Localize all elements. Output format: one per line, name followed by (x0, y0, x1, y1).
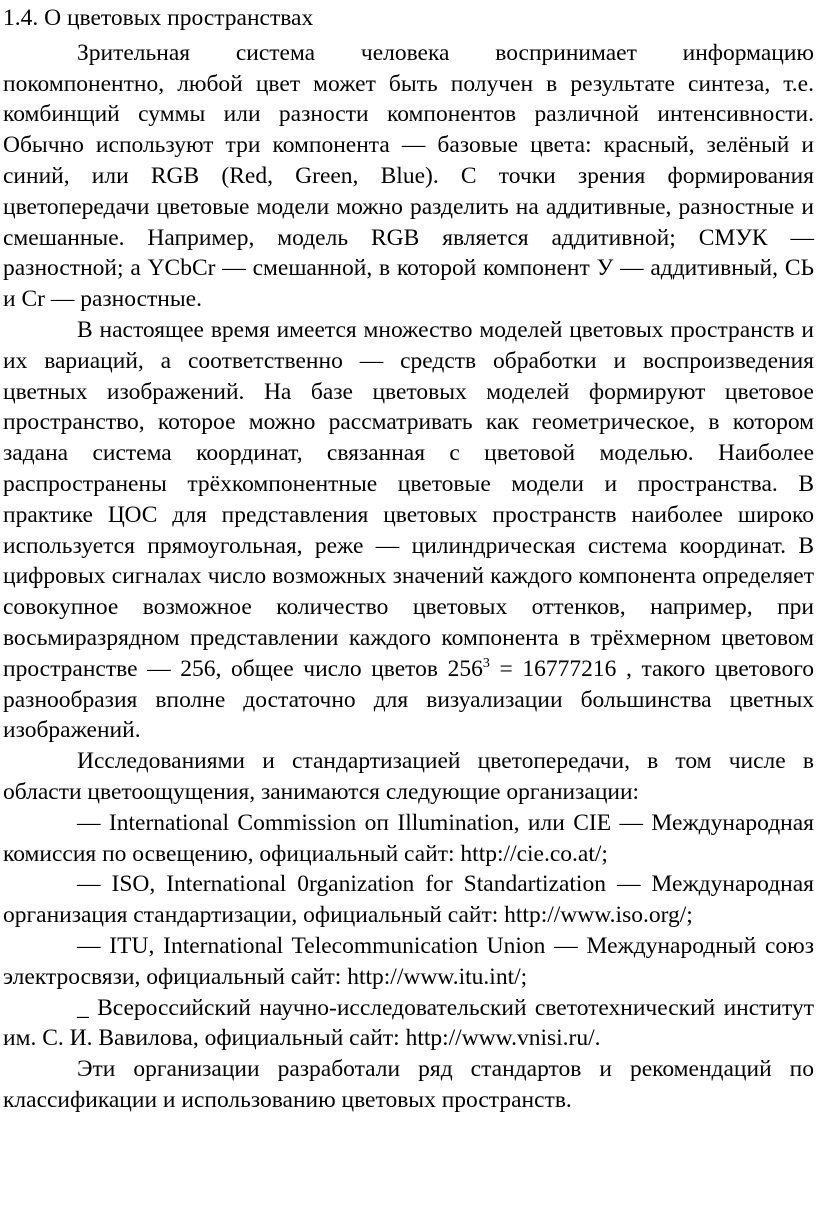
section-heading: 1.4. О цветовых пространствах (3, 5, 314, 31)
paragraph-standards: Эти организации разработали ряд стандартов и рекомендаций по классификации и использованию цветовых пространств. (3, 1056, 814, 1113)
paragraph-human-vision: Зрительная система человека воспринимает информацию покомпонентно, любой цвет может быть получен в результате синтеза, т.е. комбинщий суммы или разности компонентов различной интенсивности. Обычно используют три компонента — базовые цвета: красный, зелёный и синий, или RGB (Red, Green, Blue). С точки зрения формирования цветопередачи цветовые модели можно разделить на аддитивные, разностные и смешанные. Например, модель RGB является аддитивной; СМУК — разностной; а YCbCr — смешанной, в которой компонент У — аддитивный, СЬ и Cr — разностные. (3, 39, 814, 313)
list-item-vnisi: _ Всероссийский научно-исследовательский светотехнический институт им. С. И. Вавилова, официальный сайт: http://www.vnisi.ru/. (3, 994, 814, 1052)
paragraph-color-spaces (3, 315, 814, 746)
paragraph-color-spaces-start: В настоящее время имеется множество моделей цветовых пространств и их вариаций, а соответственно — средств обработки и воспроизведения цветных изображений. На базе цветовых моделей формируют цветовое пространство, которое можно рассматривать как геометрическое, в котором задана система координат, связанная с цветовой моделью. Наиболее распространены трёхкомпонентные цветовые модели и пространства. В практике ЦОС для представления цветовых пространств наиболее широко используется прямоугольная, реже — цилиндрическая система координат. В цифровых сигналах число возможных значений каждого компонента определяет совокупное возможное количество цветовых оттенков, например, при восьмиразрядном представлении каждого компонента в трёхмерном цветовом пространстве — 256, общее число цветов 256 (3, 316, 814, 682)
paragraph-color-spaces-end: = 16777216 , такого цветового разнообразия вполне достаточно для визуализации большинства цветных изображений. (3, 655, 815, 744)
list-item-itu: — ITU, International Telecommunication Union — Международный союз электросвязи, официальный сайт: http://www.itu.int/; (3, 932, 814, 990)
exponent: 3 (482, 655, 490, 671)
list-item-iso: — ISO, International 0rganization for Standartization — Международная организация стандартизации, официальный сайт: http://www.iso.org/; (3, 871, 814, 929)
paragraph-organizations-intro: Исследованиями и стандартизацией цветопередачи, в том числе в области цветоощущения, занимаются следующие организации: (3, 748, 814, 805)
list-item-cie: — International Commission оп Illumination, или CIE — Международная комиссия по освещению, официальный сайт: http://cie.co.at/; (3, 809, 814, 867)
